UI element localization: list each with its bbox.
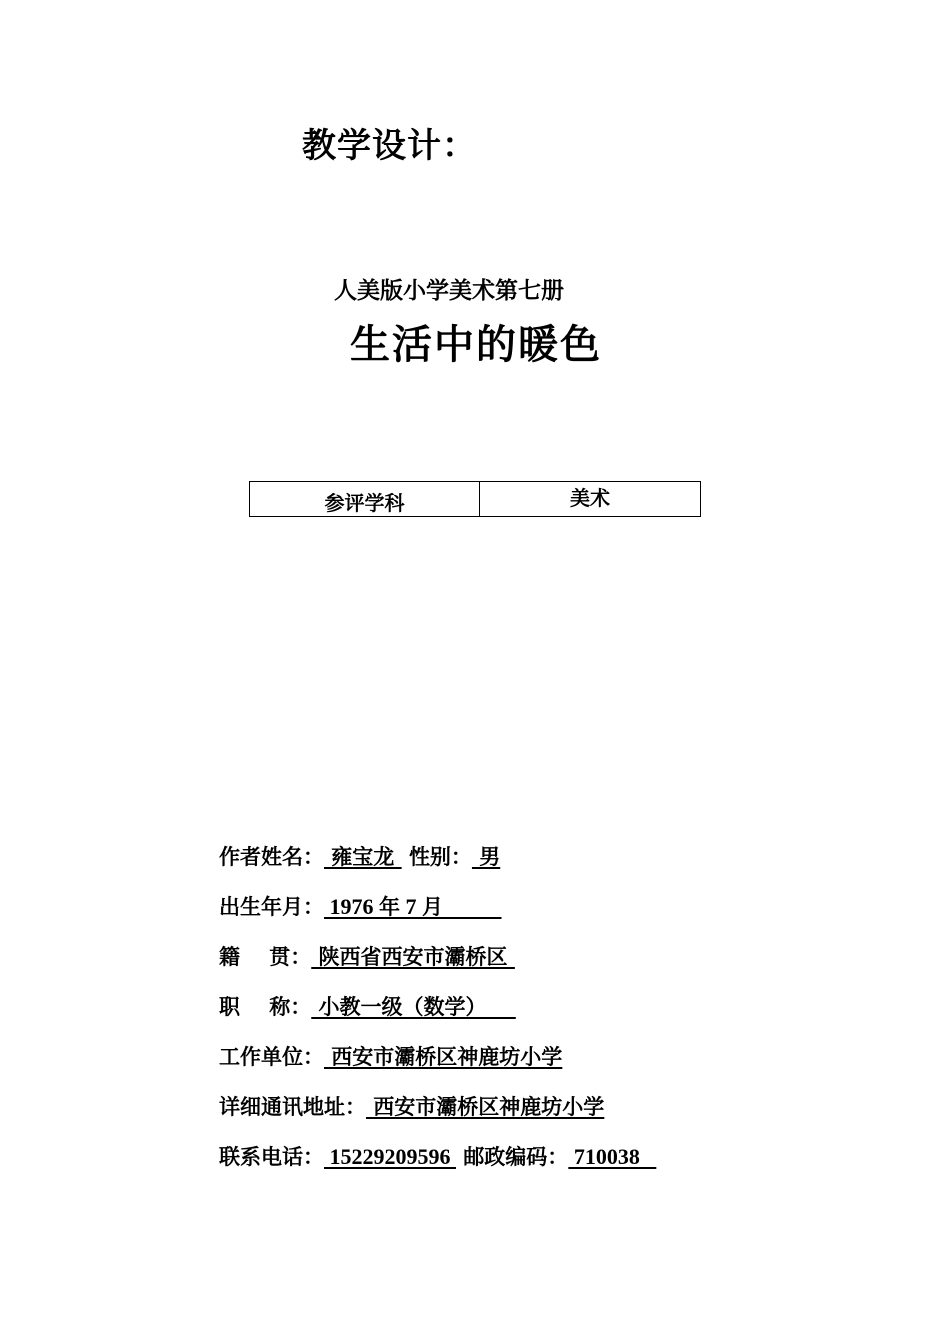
subject-value: 美术 (480, 482, 701, 517)
info-line-work (219, 1042, 919, 1092)
address-value: 西安市灞桥区神鹿坊小学 (366, 1095, 605, 1119)
birth-month: 7 (400, 894, 422, 919)
gender-label: 性别： (408, 845, 472, 869)
phone-label: 联系电话： (219, 1145, 324, 1169)
info-line-birth (219, 892, 919, 942)
birth-label: 出生年月： (219, 895, 324, 919)
subject-row (250, 482, 701, 517)
title-value: 小教一级（数学） (311, 995, 516, 1019)
work-value: 西安市灞桥区神鹿坊小学 (324, 1045, 563, 1069)
birth-value (324, 895, 502, 919)
subject-label: 参评学科 (250, 482, 480, 517)
title-label: 职 称： (219, 995, 312, 1019)
gender-value: 男 (471, 845, 501, 869)
postcode-label: 邮政编码： (463, 1145, 569, 1169)
origin-value: 陕西省西安市灞桥区 (311, 945, 515, 969)
birth-pad (443, 895, 502, 919)
address-label: 详细通讯地址： (219, 1095, 366, 1119)
birth-year: 1976 (324, 894, 379, 919)
info-line-title (219, 992, 919, 1042)
birth-nian: 年 (379, 895, 400, 919)
work-label: 工作单位： (219, 1045, 324, 1069)
info-line-origin (219, 942, 919, 992)
origin-label: 籍 贯： (219, 945, 312, 969)
textbook-subtitle: 人美版小学美术第七册 (334, 278, 564, 304)
info-line-phone (219, 1142, 919, 1192)
subject-table (249, 481, 701, 517)
author-info (219, 842, 919, 1192)
info-line-name (219, 842, 919, 892)
name-label: 作者姓名： (219, 845, 324, 869)
phone-value: 15229209596 (324, 1144, 456, 1169)
lesson-title: 生活中的暖色 (350, 322, 602, 368)
name-value: 雍宝龙 (324, 845, 402, 869)
birth-yue: 月 (422, 895, 443, 919)
main-heading: 教学设计： (302, 126, 477, 166)
info-line-address (219, 1092, 919, 1142)
postcode-value: 710038 (568, 1144, 657, 1169)
